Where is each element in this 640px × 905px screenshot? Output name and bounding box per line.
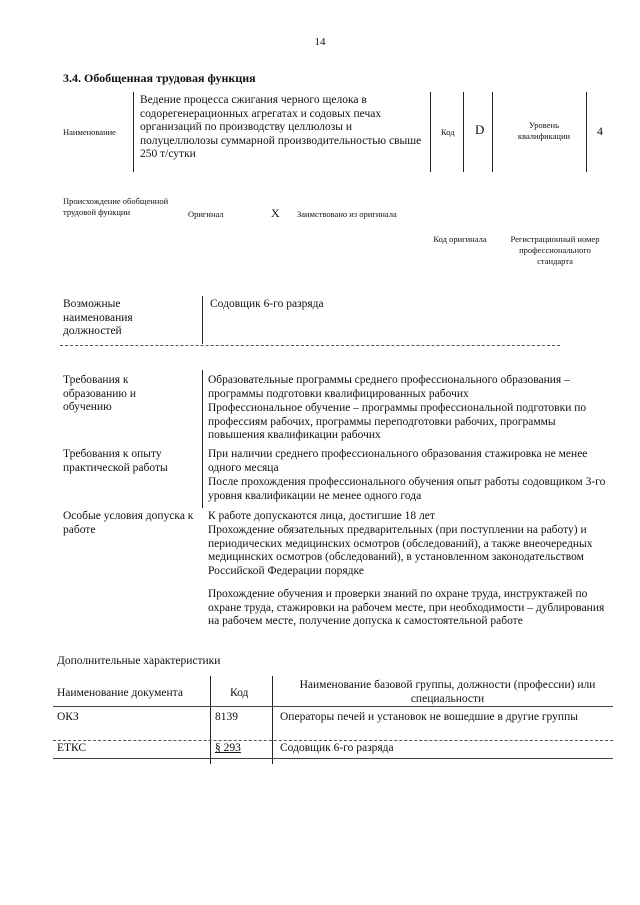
table-header: Наименование базовой группы, должности (профессии) или специальности bbox=[299, 679, 596, 705]
gtf-code-label: Код bbox=[441, 127, 455, 137]
experience-label: Требования к опыту практической работы bbox=[63, 448, 168, 474]
divider bbox=[430, 92, 431, 172]
section-title: 3.4. Обобщенная трудовая функция bbox=[63, 71, 256, 85]
admission-label: Особые условия допуска к работе bbox=[63, 510, 194, 536]
admission-line: Прохождение обучения и проверки знаний по охране труда, инструктажей по охране труда, стажировки на рабочем месте, при необходимости – дублирования на рабочем месте, получение допуска к самостоятельной работе bbox=[208, 588, 605, 628]
table-header: Наименование документа bbox=[57, 687, 183, 699]
divider bbox=[492, 92, 493, 172]
divider bbox=[210, 676, 211, 764]
admission-line: Прохождение обязательных предварительных (при поступлении на работу) и периодических медицинских осмотров (обследований), а также внеочередных медицинских осмотров (обследований), в установленном законодательством Российской Федерации порядке bbox=[208, 524, 593, 577]
table-cell: Содовщик 6-го разряда bbox=[280, 742, 394, 754]
origin-reg-number-label: Регистрационный номер профессионального стандарта bbox=[510, 234, 600, 266]
table-cell: ОКЗ bbox=[57, 711, 79, 723]
divider bbox=[133, 92, 134, 172]
row-separator bbox=[53, 740, 613, 741]
origin-label: Происхождение обобщенной трудовой функции bbox=[63, 196, 169, 217]
gtf-name-label: Наименование bbox=[63, 127, 116, 137]
row-separator bbox=[60, 345, 560, 346]
table-cell: ЕТКС bbox=[57, 742, 87, 754]
divider bbox=[202, 370, 203, 508]
additional-title: Дополнительные характеристики bbox=[57, 655, 221, 667]
gtf-code-value: D bbox=[475, 122, 485, 137]
divider bbox=[463, 92, 464, 172]
divider bbox=[272, 676, 273, 764]
origin-code-label: Код оригинала bbox=[433, 234, 487, 244]
origin-original: Оригинал bbox=[188, 209, 224, 219]
origin-borrowed: Заимствовано из оригинала bbox=[297, 209, 397, 219]
experience-line: При наличии среднего профессионального образования стажировка не менее одного месяца bbox=[208, 448, 588, 474]
gtf-name-value: Ведение процесса сжигания черного щелока в содорегенерационных агрегатах и содовых печах организаций по производству целлюлозы и полуцеллюлозы суммарной производительностью свыше 250 т/сутки bbox=[140, 94, 422, 161]
education-line: Профессиональное обучение – программы профессиональной подготовки по профессиям рабочих, программы переподготовки рабочих, программы повышения квалификации рабочих bbox=[208, 402, 587, 442]
education-line: Образовательные программы среднего профессионального образования – программы подготовки квалифицированных рабочих bbox=[208, 374, 570, 400]
divider bbox=[202, 296, 203, 344]
education-label: Требования к образованию и обучению bbox=[63, 374, 136, 414]
divider bbox=[586, 92, 587, 172]
table-cell: Операторы печей и установок не вошедшие в другие группы bbox=[280, 711, 578, 723]
experience-line: После прохождения профессионального обучения опыт работы содовщиком 3-го уровня квалификации не менее одного года bbox=[208, 476, 606, 502]
positions-value: Содовщик 6-го разряда bbox=[210, 298, 324, 310]
gtf-level-value: 4 bbox=[597, 124, 603, 138]
row-separator bbox=[53, 758, 613, 759]
table-header: Код bbox=[230, 687, 249, 699]
table-cell: 8139 bbox=[215, 711, 238, 723]
origin-mark: X bbox=[271, 206, 280, 220]
admission-line: К работе допускаются лица, достигшие 18 лет bbox=[208, 510, 435, 522]
page-number: 14 bbox=[314, 36, 326, 48]
positions-label: Возможные наименования должностей bbox=[63, 298, 133, 338]
gtf-level-label: Уровень квалификации bbox=[517, 120, 571, 141]
table-cell: § 293 bbox=[215, 742, 241, 754]
row-separator bbox=[53, 706, 613, 707]
